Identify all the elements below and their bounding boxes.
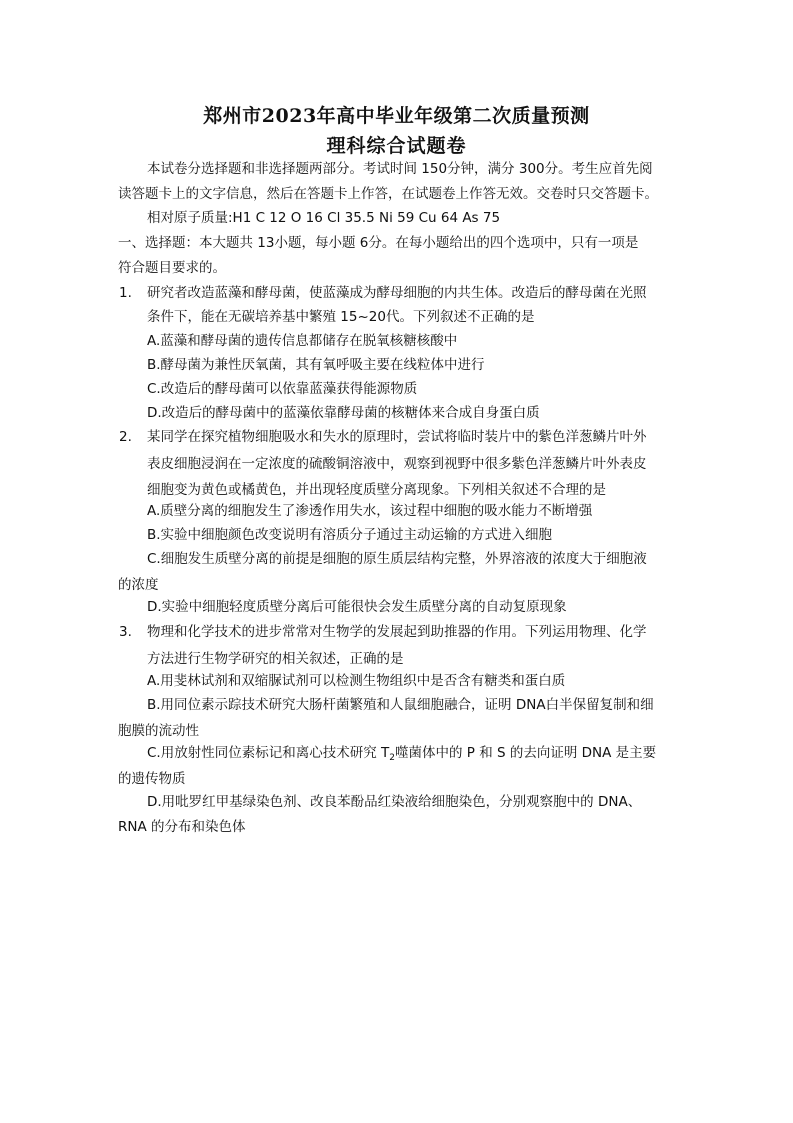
question-3-option-c-line-2: 的遗传物质 bbox=[118, 771, 186, 787]
question-3-stem-line-1: 物理和化学技术的进步常常对生物学的发展起到助推器的作用。下列运用物理、化学 bbox=[147, 624, 647, 640]
question-3-option-c-line-1 bbox=[147, 744, 656, 767]
question-3-stem-line-2: 方法进行生物学研究的相关叙述，正确的是 bbox=[147, 651, 404, 667]
question-1-option-c: C.改造后的酵母菌可以依靠蓝藻获得能源物质 bbox=[147, 381, 418, 397]
question-3-number: 3. bbox=[119, 624, 132, 640]
question-1-option-d: D.改造后的酵母菌中的蓝藻依靠酵母菌的核糖体来合成自身蛋白质 bbox=[147, 405, 540, 421]
question-3-option-c-subscript: 2 bbox=[389, 753, 395, 763]
question-2-option-b: B.实验中细胞颜色改变说明有溶质分子通过主动运输的方式进入细胞 bbox=[147, 527, 553, 543]
question-2-option-d: D.实验中细胞轻度质壁分离后可能很快会发生质壁分离的自动复原现象 bbox=[147, 599, 567, 615]
question-1-stem-line-2: 条件下，能在无碳培养基中繁殖 15~20代。下列叙述不正确的是 bbox=[147, 309, 535, 325]
exam-title: 郑州市2023年高中毕业年级第二次质量预测 bbox=[203, 105, 590, 127]
question-3-option-c-text-pre: C.用放射性同位素标记和离心技术研究 T bbox=[147, 745, 390, 761]
question-3-option-c-text-post: 噬菌体中的 P 和 S 的去向证明 DNA 是主要 bbox=[395, 745, 657, 761]
question-3-option-b-line-2: 胞膜的流动性 bbox=[118, 723, 199, 739]
question-1-option-b: B.酵母菌为兼性厌氧菌，其有氧呼吸主要在线粒体中进行 bbox=[147, 357, 485, 373]
question-1-number: 1. bbox=[119, 285, 132, 301]
question-2-stem-line-3: 细胞变为黄色或橘黄色，并出现轻度质壁分离现象。下列相关叙述不合理的是 bbox=[147, 482, 606, 498]
section-heading-line-1: 一、选择题：本大题共 13小题，每小题 6分。在每小题给出的四个选项中，只有一项是 bbox=[118, 235, 639, 251]
question-1-option-a: A.蓝藻和酵母菌的遗传信息都储存在脱氧核糖核酸中 bbox=[147, 333, 458, 349]
exam-subtitle: 理科综合试题卷 bbox=[326, 135, 467, 157]
intro-line-2: 读答题卡上的文字信息，然后在答题卡上作答，在试题卷上作答无效。交卷时只交答题卡。 bbox=[118, 186, 658, 202]
question-2-stem-line-1: 某同学在探究植物细胞吸水和失水的原理时，尝试将临时装片中的紫色洋葱鳞片叶外 bbox=[147, 429, 647, 445]
question-2-number: 2. bbox=[119, 429, 132, 445]
question-3-option-a: A.用斐林试剂和双缩脲试剂可以检测生物组织中是否含有糖类和蛋白质 bbox=[147, 673, 566, 689]
question-3-option-d-line-1: D.用吡罗红甲基绿染色剂、改良苯酚品红染液给细胞染色，分别观察胞中的 DNA、 bbox=[147, 794, 642, 810]
question-3-option-b-line-1: B.用同位素示踪技术研究大肠杆菌繁殖和人鼠细胞融合，证明 DNA白半保留复制和细 bbox=[147, 697, 654, 713]
question-2-stem-line-2: 表皮细胞浸润在一定浓度的硫酸铜溶液中，观察到视野中很多紫色洋葱鳞片叶外表皮 bbox=[147, 456, 647, 472]
atomic-mass-line: 相对原子质量:H1 C 12 O 16 Cl 35.5 Ni 59 Cu 64 As 75 bbox=[147, 210, 501, 226]
question-2-option-c-line-1: C.细胞发生质壁分离的前提是细胞的原生质层结构完整，外界溶液的浓度大于细胞液 bbox=[147, 551, 647, 567]
section-heading-line-2: 符合题目要求的。 bbox=[118, 260, 226, 276]
question-3-option-d-line-2: RNA 的分布和染色体 bbox=[118, 819, 246, 835]
question-1-stem-line-1: 研究者改造蓝藻和酵母菌，使蓝藻成为酵母细胞的内共生体。改造后的酵母菌在光照 bbox=[147, 285, 647, 301]
intro-line-1: 本试卷分选择题和非选择题两部分。考试时间 150分钟，满分 300分。考生应首先阅 bbox=[147, 161, 653, 177]
question-2-option-c-line-2: 的浓度 bbox=[118, 577, 159, 593]
question-2-option-a: A.质壁分离的细胞发生了渗透作用失水，该过程中细胞的吸水能力不断增强 bbox=[147, 503, 593, 519]
